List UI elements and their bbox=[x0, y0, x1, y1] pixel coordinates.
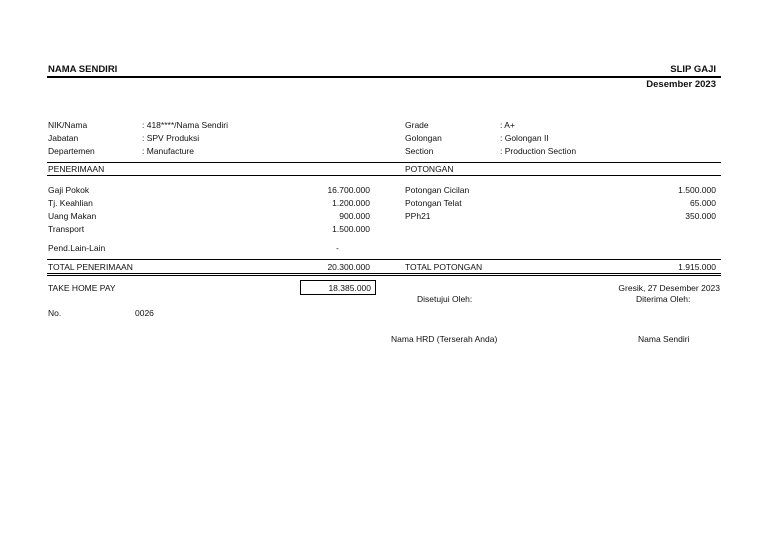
earning-value: 1.500.000 bbox=[332, 224, 370, 234]
document-title: SLIP GAJI bbox=[670, 64, 716, 75]
section-label: Section bbox=[405, 146, 434, 156]
section-top-divider bbox=[47, 162, 721, 163]
receiver-name: Nama Sendiri bbox=[638, 334, 690, 344]
pay-period: Desember 2023 bbox=[646, 79, 716, 90]
grade-label: Grade bbox=[405, 120, 429, 130]
approved-by-label: Disetujui Oleh: bbox=[417, 294, 473, 304]
golongan-label: Golongan bbox=[405, 133, 442, 143]
earning-label: Pend.Lain-Lain bbox=[48, 243, 106, 253]
earning-label: Tj. Keahlian bbox=[48, 198, 93, 208]
earning-label: Transport bbox=[48, 224, 85, 234]
take-home-pay-label: TAKE HOME PAY bbox=[48, 283, 116, 293]
earning-label: Gaji Pokok bbox=[48, 185, 90, 195]
total-penerimaan-value: 20.300.000 bbox=[327, 262, 370, 272]
header-divider bbox=[47, 76, 721, 78]
totals-divider-2 bbox=[47, 275, 721, 276]
received-by-label: Diterima Oleh: bbox=[636, 294, 691, 304]
nik-label: NIK/Nama bbox=[48, 120, 88, 130]
departemen-value: : Manufacture bbox=[142, 146, 194, 156]
total-potongan-label: TOTAL POTONGAN bbox=[405, 262, 483, 272]
golongan-value: : Golongan II bbox=[500, 133, 549, 143]
earning-value: 16.700.000 bbox=[327, 185, 370, 195]
take-home-pay-box bbox=[300, 280, 376, 295]
nik-value: : 418****/Nama Sendiri bbox=[142, 120, 228, 130]
earning-value: - bbox=[336, 243, 339, 253]
approver-name: Nama HRD (Terserah Anda) bbox=[391, 334, 498, 344]
section-value: : Production Section bbox=[500, 146, 577, 156]
total-potongan-value: 1.915.000 bbox=[678, 262, 716, 272]
totals-divider-1 bbox=[47, 273, 721, 274]
penerimaan-heading: PENERIMAAN bbox=[48, 164, 105, 174]
earning-value: 1.200.000 bbox=[332, 198, 370, 208]
earning-label: Uang Makan bbox=[48, 211, 97, 221]
deduction-value: 65.000 bbox=[690, 198, 716, 208]
deduction-label: Potongan Cicilan bbox=[405, 185, 470, 195]
earning-value: 900.000 bbox=[339, 211, 370, 221]
grade-value: : A+ bbox=[500, 120, 515, 130]
deduction-label: Potongan Telat bbox=[405, 198, 462, 208]
deduction-value: 350.000 bbox=[685, 211, 716, 221]
potongan-heading: POTONGAN bbox=[405, 164, 454, 174]
place-date: Gresik, 27 Desember 2023 bbox=[618, 283, 720, 293]
total-penerimaan-label: TOTAL PENERIMAAN bbox=[48, 262, 133, 272]
departemen-label: Departemen bbox=[48, 146, 95, 156]
section-bottom-divider bbox=[47, 175, 721, 176]
take-home-pay-value: 18.385.000 bbox=[328, 283, 371, 293]
number-label: No. bbox=[48, 308, 62, 318]
totals-top-divider bbox=[47, 259, 721, 260]
deduction-label: PPh21 bbox=[405, 211, 431, 221]
deduction-value: 1.500.000 bbox=[678, 185, 716, 195]
jabatan-value: : SPV Produksi bbox=[142, 133, 200, 143]
company-name: NAMA SENDIRI bbox=[48, 64, 118, 75]
jabatan-label: Jabatan bbox=[48, 133, 79, 143]
number-value: 0026 bbox=[135, 308, 154, 318]
